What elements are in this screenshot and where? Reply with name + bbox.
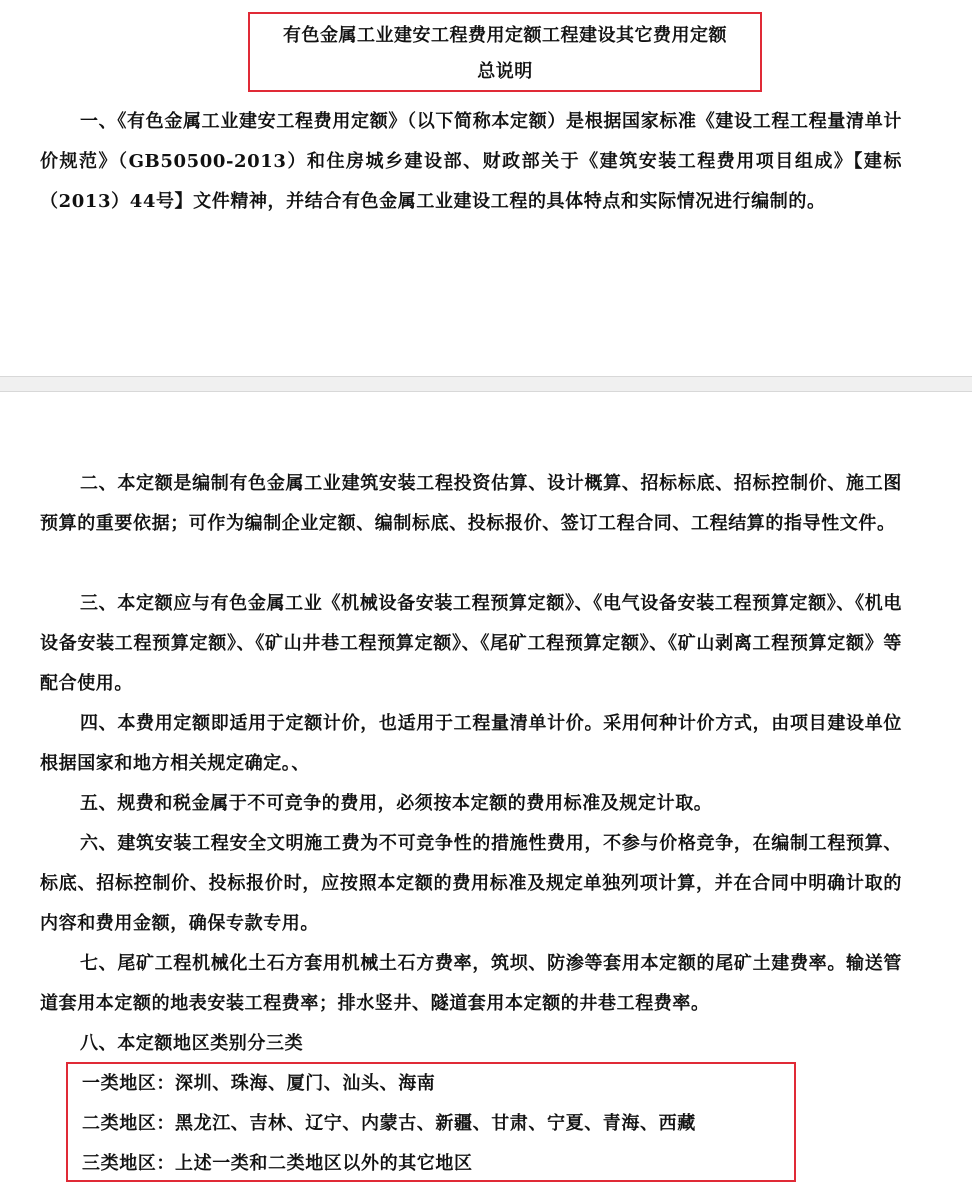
paragraph-7: 七、尾矿工程机械化土石方套用机械土石方费率，筑坝、防渗等套用本定额的尾矿土建费率。输送管道套用本定额的地表安装工程费率；排水竖井、隧道套用本定额的井巷工程费率。 bbox=[40, 953, 902, 1014]
region-class-3: 三类地区：上述一类和二类地区以外的其它地区 bbox=[82, 1153, 473, 1174]
region-highlight-box bbox=[66, 1062, 796, 1182]
document-page-1 bbox=[0, 0, 972, 376]
paragraph-3: 三、本定额应与有色金属工业《机械设备安装工程预算定额》、《电气设备安装工程预算定额》、《机电设备安装工程预算定额》、《矿山井巷工程预算定额》、《尾矿工程预算定额》、《矿山剥离工程预算定额》等配合使用。 bbox=[40, 593, 902, 694]
document-subtitle: 总说明 bbox=[477, 61, 533, 82]
paragraph-6: 六、建筑安装工程安全文明施工费为不可竞争性的措施性费用，不参与价格竞争，在编制工程预算、标底、招标控制价、投标报价时，应按照本定额的费用标准及规定单独列项计算，并在合同中明确计取的内容和费用金额，确保专款专用。 bbox=[40, 833, 902, 934]
region-class-2: 二类地区：黑龙江、吉林、辽宁、内蒙古、新疆、甘肃、宁夏、青海、西藏 bbox=[82, 1113, 696, 1134]
title-highlight-box bbox=[248, 12, 762, 92]
paragraph-8: 八、本定额地区类别分三类 bbox=[80, 1033, 304, 1054]
paragraph-4: 四、本费用定额即适用于定额计价，也适用于工程量清单计价。采用何种计价方式，由项目建设单位根据国家和地方相关规定确定。、 bbox=[40, 713, 902, 774]
paragraph-5: 五、规费和税金属于不可竞争的费用，必须按本定额的费用标准及规定计取。 bbox=[80, 793, 713, 814]
page-separator bbox=[0, 376, 972, 392]
paragraph-2: 二、本定额是编制有色金属工业建筑安装工程投资估算、设计概算、招标标底、招标控制价、施工图预算的重要依据；可作为编制企业定额、编制标底、投标报价、签订工程合同、工程结算的指导性文件。 bbox=[40, 473, 902, 534]
paragraph-1: 一、《有色金属工业建安工程费用定额》（以下简称本定额）是根据国家标准《建设工程工程量清单计价规范》（GB50500-2013）和住房城乡建设部、财政部关于《建筑安装工程费用项目组成》【建标（2013）44号】文件精神，并结合有色金属工业建设工程的具体特点和实际情况进行编制的。 bbox=[40, 111, 902, 212]
document-page-2 bbox=[0, 392, 972, 1188]
document-title: 有色金属工业建安工程费用定额工程建设其它费用定额 bbox=[283, 25, 727, 46]
region-class-1: 一类地区：深圳、珠海、厦门、汕头、海南 bbox=[82, 1073, 436, 1094]
